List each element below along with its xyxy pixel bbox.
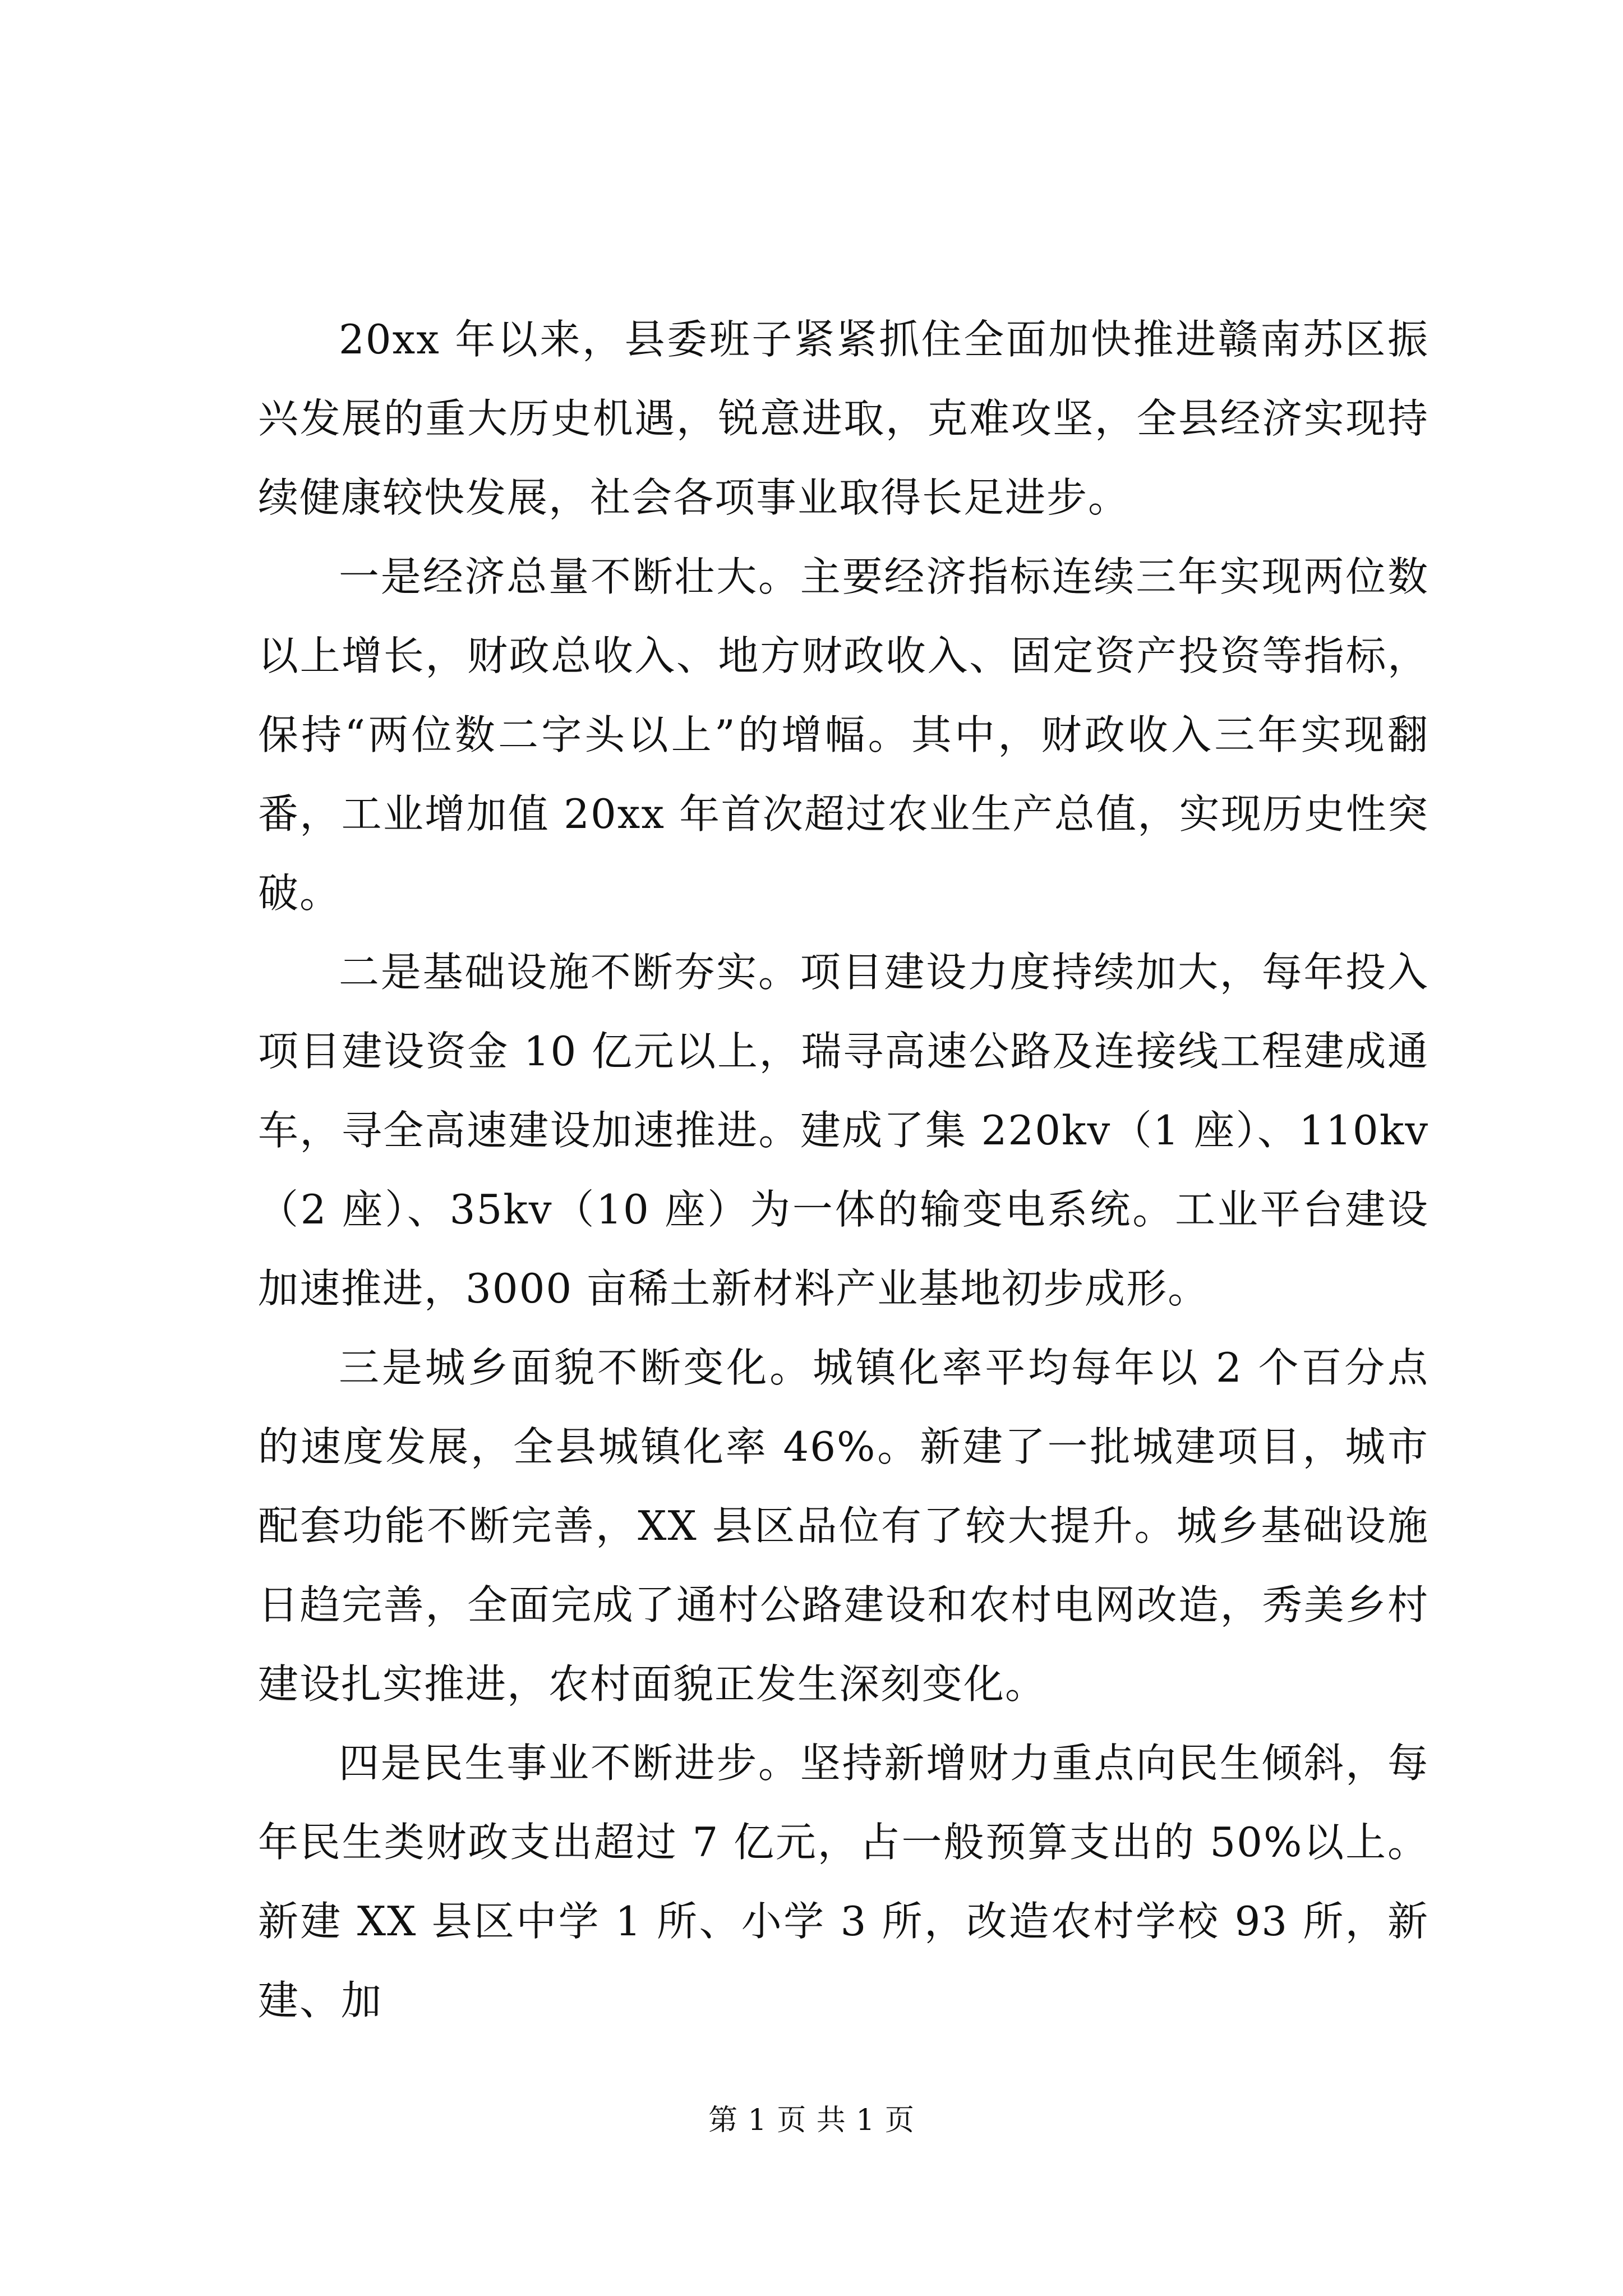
paragraph-livelihood: 四是民生事业不断进步。坚持新增财力重点向民生倾斜，每年民生类财政支出超过 7 亿元，占一般预算支出的 50%以上。新建 XX 县区中学 1 所、小学 3 所，改造农村学校 93 所，新建、加 — [258, 1740, 1429, 2024]
page-footer: 第 1 页 共 1 页 — [708, 2104, 915, 2137]
paragraph-urban-rural: 三是城乡面貌不断变化。城镇化率平均每年以 2 个百分点的速度发展，全县城镇化率 46%。新建了一批城建项目，城市配套功能不断完善，XX 县区品位有了较大提升。城乡基础设施日趋完善，全面完成了通村公路建设和农村电网改造，秀美乡村建设扎实推进，农村面貌正发生深刻变化。 — [258, 1344, 1429, 1708]
paragraph-intro: 20xx 年以来，县委班子紧紧抓住全面加快推进赣南苏区振兴发展的重大历史机遇，锐意进取，克难攻坚，全县经济实现持续健康较快发展，社会各项事业取得长足进步。 — [258, 316, 1429, 521]
document-body — [258, 300, 1429, 2040]
paragraph-economy: 一是经济总量不断壮大。主要经济指标连续三年实现两位数以上增长，财政总收入、地方财政收入、固定资产投资等指标，保持“两位数二字头以上”的增幅。其中，财政收入三年实现翻番，工业增加值 20xx 年首次超过农业生产总值，实现历史性突破。 — [258, 553, 1429, 917]
paragraph-infrastructure: 二是基础设施不断夯实。项目建设力度持续加大，每年投入项目建设资金 10 亿元以上，瑞寻高速公路及连接线工程建成通车，寻全高速建设加速推进。建成了集 220kv（1 座）、110kv（2 座）、35kv（10 座）为一体的输变电系统。工业平台建设加速推进，3000 亩稀土新材料产业基地初步成形。 — [258, 949, 1429, 1312]
